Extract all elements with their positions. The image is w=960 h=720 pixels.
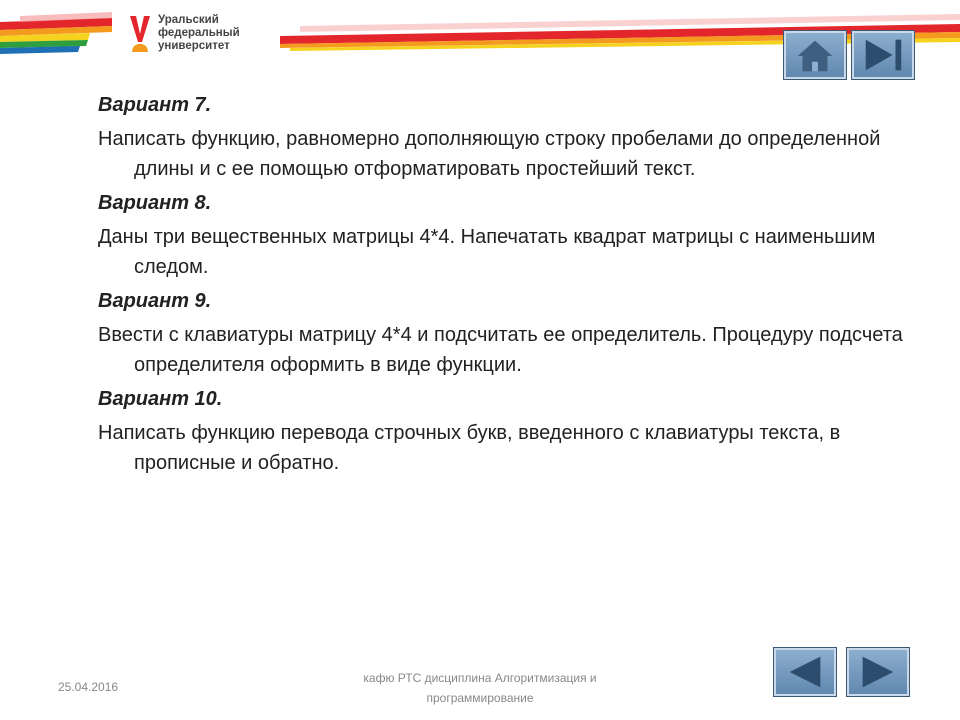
footer-caption-line-2: программирование [426, 691, 534, 705]
triangle-left-icon [774, 648, 836, 696]
skip-to-end-icon [852, 31, 914, 79]
variant-7-heading: Вариант 7. [98, 94, 212, 116]
variant-8-heading: Вариант 8. [98, 192, 212, 214]
previous-slide-button[interactable] [773, 647, 837, 697]
variant-9-text: Ввести с клавиатуры матрицу 4*4 и подсчитать ее определитель. Процедуру подсчета определителя оформить в виде функции. [98, 324, 903, 376]
footer-caption [320, 668, 640, 708]
logo-line-1: Уральский [158, 14, 219, 26]
variant-9-heading: Вариант 9. [98, 290, 212, 312]
ural-university-logo-icon [128, 14, 152, 54]
logo-line-2: федеральный [158, 27, 240, 39]
variant-10-heading: Вариант 10. [98, 388, 223, 410]
variant-8-text: Даны три вещественных матрицы 4*4. Напечатать квадрат матрицы с наименьшим следом. [98, 226, 876, 278]
slide-content [98, 92, 918, 478]
go-to-end-button[interactable] [851, 30, 915, 80]
logo-text [158, 14, 240, 53]
variant-7-text: Написать функцию, равномерно дополняющую строку пробелами до определенной длины и с ее помощью отформатировать простейший текст. [98, 128, 881, 180]
footer-date: 25.04.2016 [58, 680, 119, 694]
variant-10-text: Написать функцию перевода строчных букв, введенного с клавиатуры текста, в прописные и обратно. [98, 422, 841, 474]
next-slide-button[interactable] [846, 647, 910, 697]
university-logo [128, 12, 268, 58]
logo-line-3: университет [158, 40, 230, 52]
home-icon [784, 31, 846, 79]
home-button[interactable] [783, 30, 847, 80]
triangle-right-icon [847, 648, 909, 696]
footer-caption-line-1: кафю РТС дисциплина Алгоритмизация и [363, 671, 597, 685]
